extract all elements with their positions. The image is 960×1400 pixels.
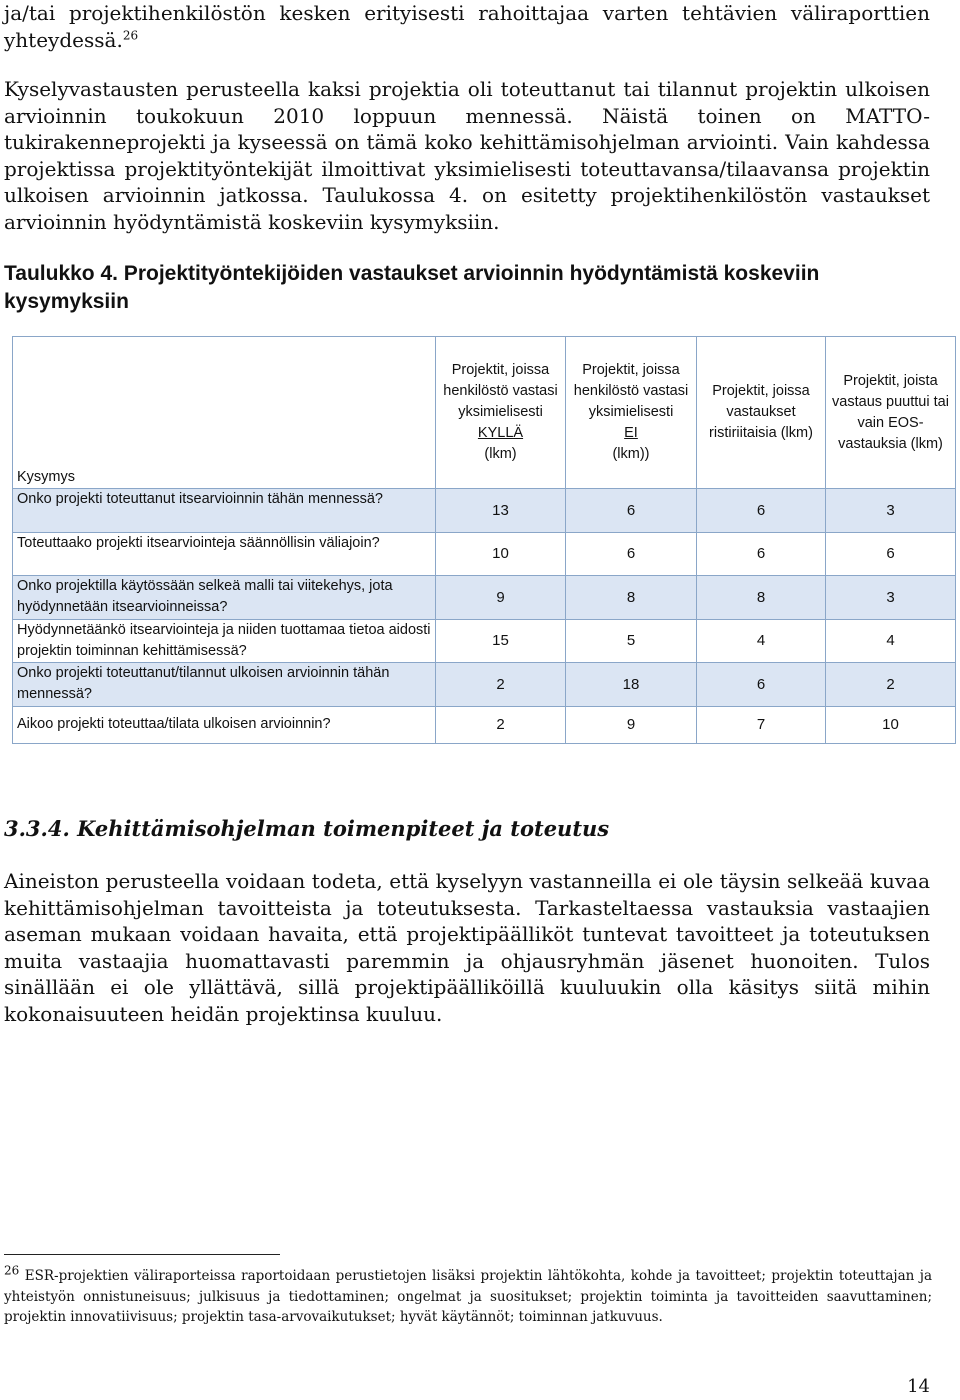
section-number: 3.3.4. [4,816,70,841]
header-contradictory: Projektit, joissa vastaukset ristiriitaisia (lkm) [697,337,826,489]
row-question: Onko projekti toteuttanut/tilannut ulkoisen arvioinnin tähän mennessä? [13,663,436,707]
cell-no: 18 [566,663,697,707]
cell-yes: 2 [436,706,566,743]
cell-missing: 10 [826,706,956,743]
footnote [4,1263,933,1328]
footnote-marker: 26 [4,1263,20,1278]
header-unanimous-no: Projektit, joissa henkilöstö vastasi yksimielisesti EI (lkm)) [566,337,697,489]
cell-yes: 13 [436,489,566,533]
cell-no: 5 [566,619,697,663]
section-heading [4,816,609,841]
cell-yes: 15 [436,619,566,663]
cell-contradictory: 6 [697,663,826,707]
header-missing: Projektit, joista vastaus puuttui tai vain EOS-vastauksia (lkm) [826,337,956,489]
row-question: Onko projekti toteuttanut itsearvioinnin tähän mennessä? [13,489,436,533]
row-question: Aikoo projekti toteuttaa/tilata ulkoisen arvioinnin? [13,706,436,743]
cell-yes: 10 [436,532,566,576]
cell-no: 6 [566,532,697,576]
cell-contradictory: 8 [697,576,826,620]
footnote-ref[interactable]: 26 [122,27,139,42]
header-unanimous-yes: Projektit, joissa henkilöstö vastasi yksimielisesti KYLLÄ (lkm) [436,337,566,489]
cell-no: 8 [566,576,697,620]
cell-yes: 2 [436,663,566,707]
paragraph-intro: ja/tai projektihenkilöstön kesken erityisesti rahoittajaa varten tehtävien väliraporttien yhteydessä.$^{26}$ [4,1,930,52]
cell-no: 6 [566,489,697,533]
cell-contradictory: 6 [697,532,826,576]
table-row [13,576,956,620]
cell-missing: 4 [826,619,956,663]
paragraph-program-goals: Aineiston perusteella voidaan todeta, että kyselyyn vastanneilla ei ole täysin selkeää kuvaa kehittämisohjelman tavoitteista ja toteutuksesta. Tarkasteltaessa vastauksia vastaajien aseman mukaan voidaan havaita, että projektipäälliköt tuntevat tavoitteet ja toteutuksen muita vastaajia huomattavasti paremmin ja ohjausryhmän jäsenet huonoiten. Tulos sinällään ei ole yllättävä, sillä projektipäälliköillä kuuluukin olla käsitys siitä mihin kokonaisuuteen heidän projektinsa kuuluu. [4,869,930,1026]
cell-missing: 3 [826,489,956,533]
table-header-row [13,337,956,489]
cell-missing: 3 [826,576,956,620]
row-question: Toteuttaako projekti itsearviointeja säännöllisin väliajoin? [13,532,436,576]
table-caption: Taulukko 4. Projektityöntekijöiden vastaukset arvioinnin hyödyntämistä koskeviin kysymyksiin [4,262,820,313]
cell-contradictory: 6 [697,489,826,533]
header-question: Kysymys [13,337,436,489]
paragraph-external-evaluation: Kyselyvastausten perusteella kaksi projektia oli toteuttanut tai tilannut projektin ulkoisen arvioinnin toukokuun 2010 loppuun mennessä. Näistä toinen on MATTO-tukirakenneprojekti ja kyseessä on tämä koko kehittämisohjelman arviointi. Vain kahdessa projektissa projektityöntekijät ilmoittivat yksimielisesti toteuttavansa/tilaavansa projektin ulkoisen arvioinnin jatkossa. Taulukossa 4. on esitetty projektihenkilöstön vastaukset arvioinnin hyödyntämistä koskeviin kysymyksiin. [4,77,930,234]
row-question: Hyödynnetäänkö itsearviointeja ja niiden tuottamaa tietoa aidosti projektin toiminnan kehittämisessä? [13,619,436,663]
cell-no: 9 [566,706,697,743]
cell-missing: 6 [826,532,956,576]
table-row [13,532,956,576]
cell-missing: 2 [826,663,956,707]
table-row [13,706,956,743]
table-row [13,663,956,707]
footnote-divider [4,1254,280,1255]
row-question: Onko projektilla käytössään selkeä malli tai viitekehys, jota hyödynnetään itsearvioinneissa? [13,576,436,620]
table-row [13,489,956,533]
cell-contradictory: 7 [697,706,826,743]
page-number: 14 [907,1376,930,1397]
footnote-text: ESR-projektien väliraporteissa raportoidaan perustietojen lisäksi projektin lähtökohta, kohde ja tavoitteet; projektin toteuttajan ja yhteistyön onnistuneisuus; julkisuus ja tiedottaminen; ongelmat ja suositukset; projektin toiminta ja tavoitteiden saavuttaminen; projektin innovatiivisuus; projektin tasa-arvovaikutukset; hyvät käytännöt; toiminnan jatkuvuus. [4,1268,933,1325]
table-row [13,619,956,663]
evaluation-table [12,336,956,744]
cell-yes: 9 [436,576,566,620]
section-title: Kehittämisohjelman toimenpiteet ja toteutus [77,816,610,841]
cell-contradictory: 4 [697,619,826,663]
